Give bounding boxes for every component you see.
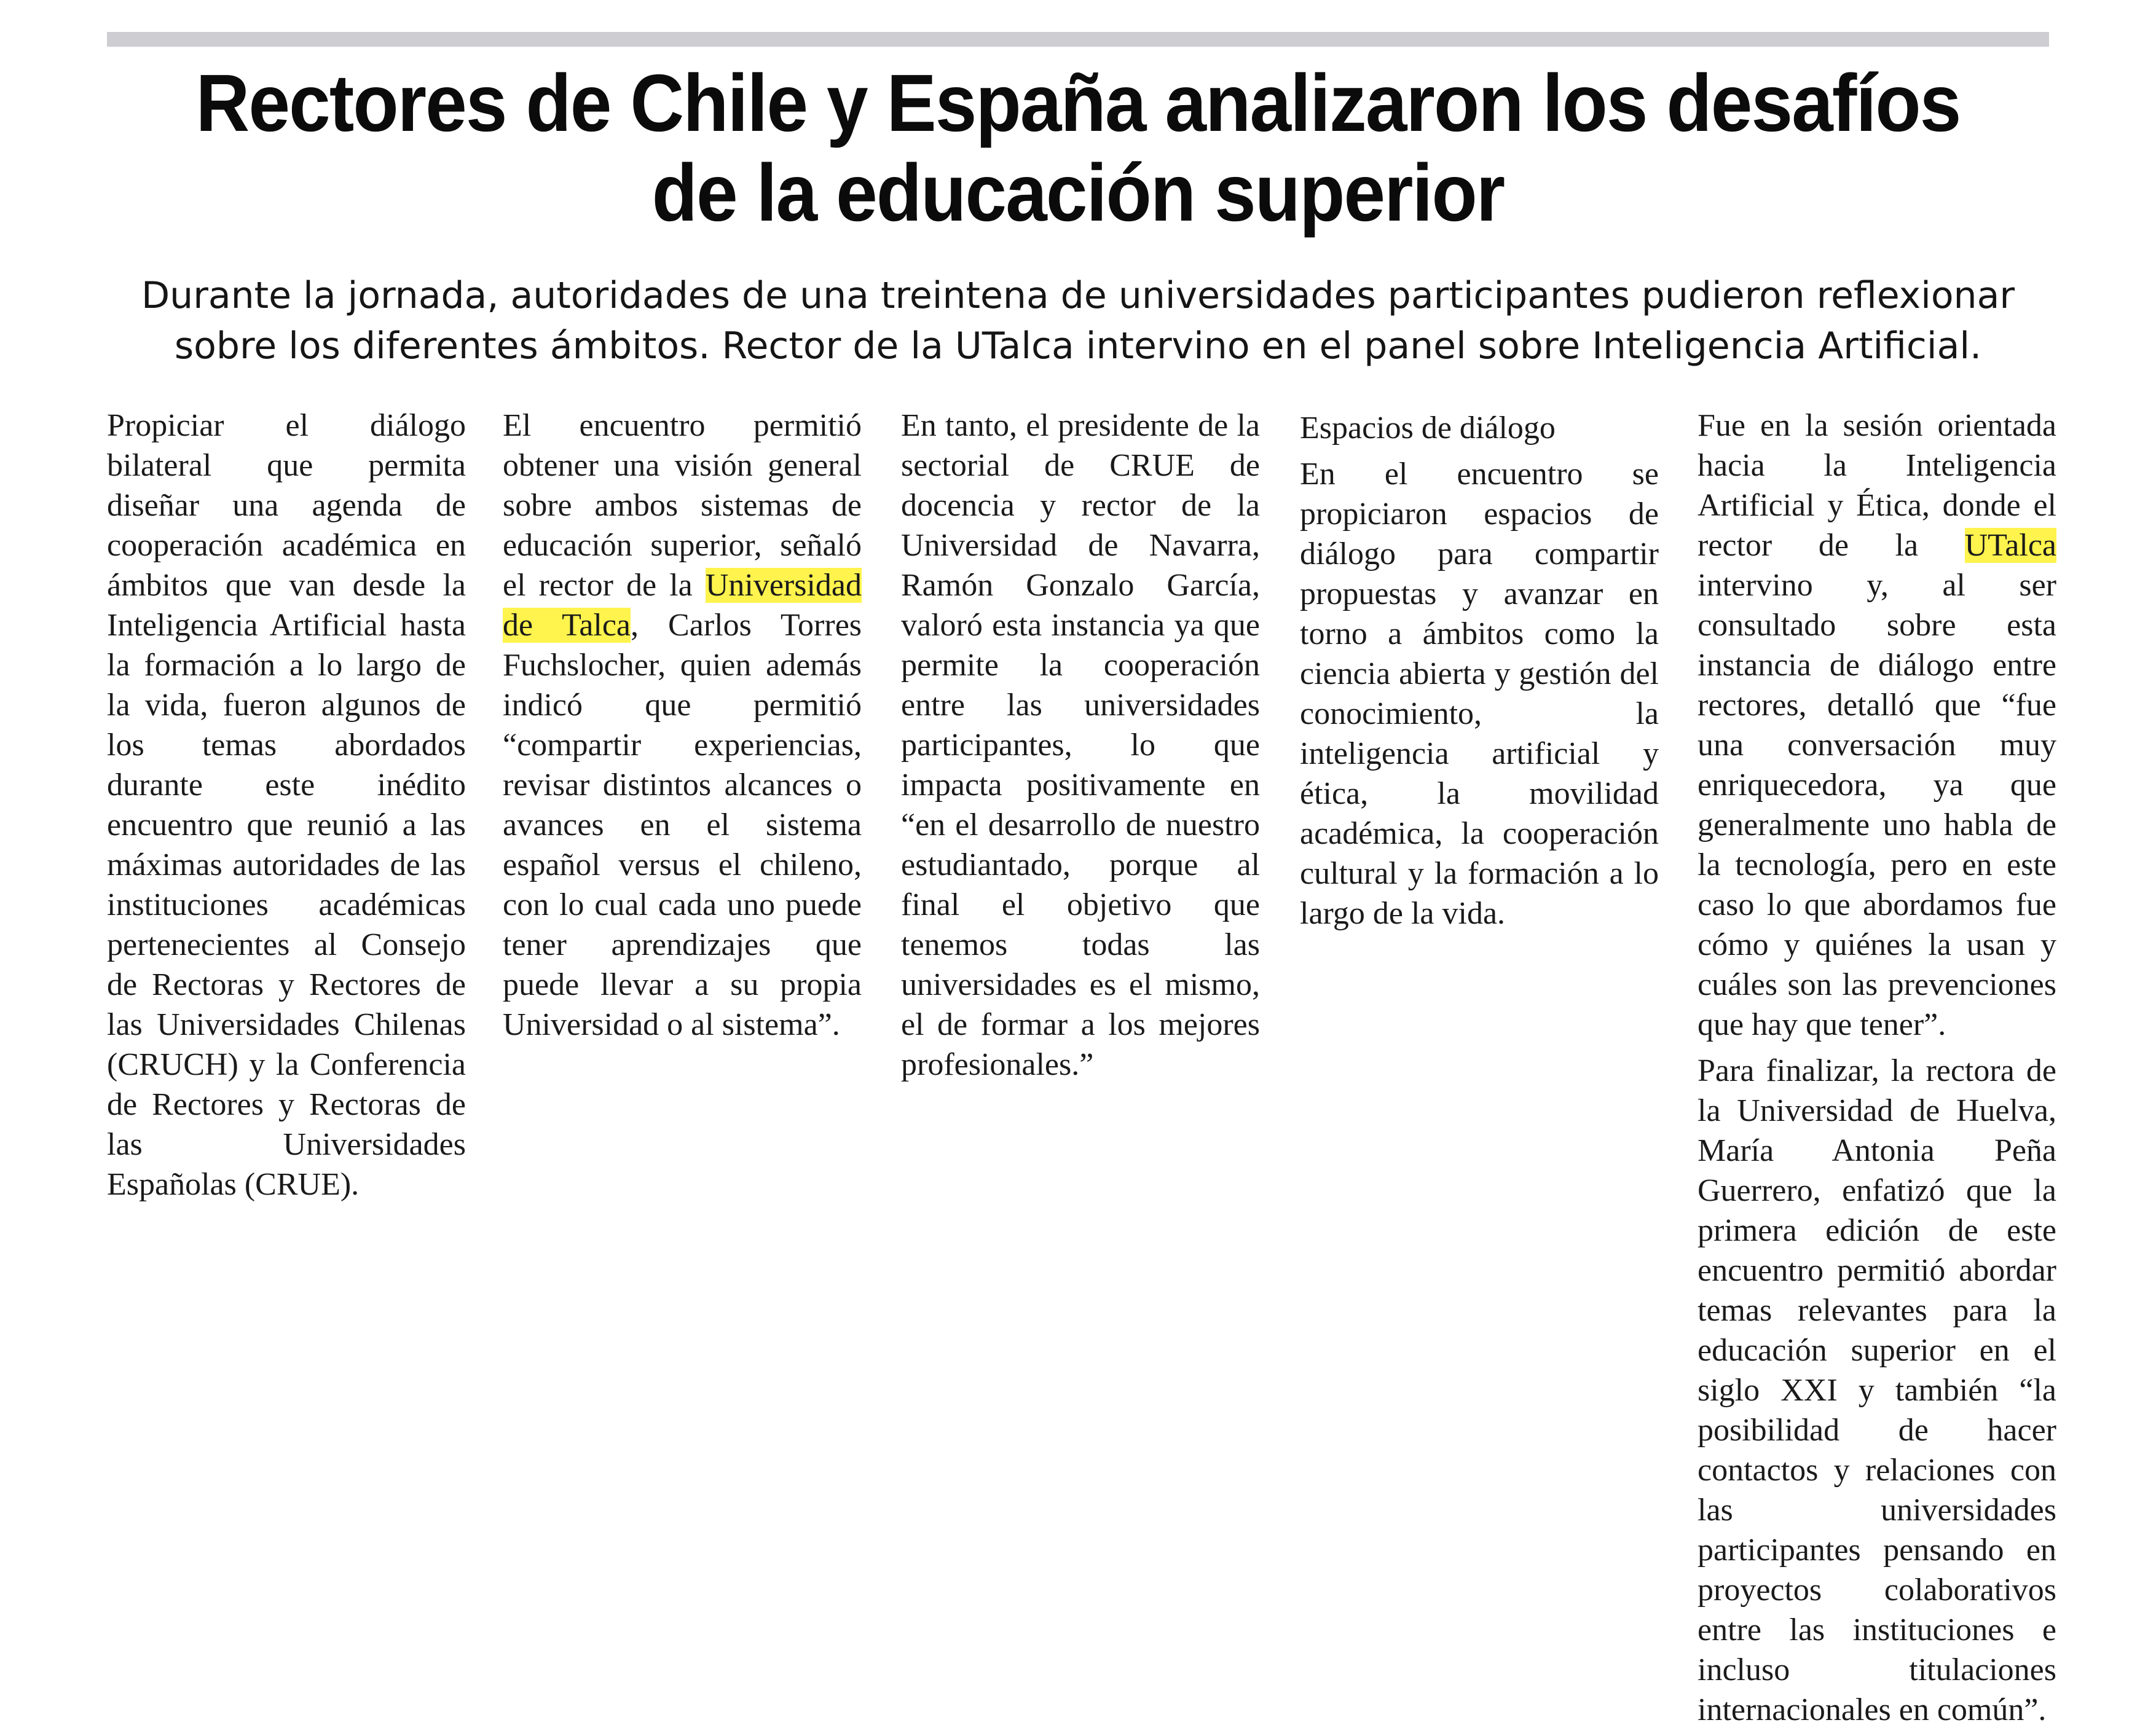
headline-line-2: de la educación superior [651,147,1505,238]
paragraph-2-text-b: , Carlos Torres Fuchslocher, quien además indicó que permitió “compartir experiencias, revisar distintos alcances o avances en el sistema español versus el chileno, con lo cual cada uno puede tener aprendizajes que puede llevar a su propia Universidad o al sistema”. [503,608,862,1042]
paragraph-2-text-a: El encuentro permitió obtener una visión general sobre ambos sistemas de educación superior, señaló el rector de la [503,408,862,603]
paragraph-1: Propiciar el diálogo bilateral que permita diseñar una agenda de cooperación académica en ámbitos que van desde la Inteligencia Artificial hasta la formación a lo largo de la vida, fueron algunos de los temas abordados durante este inédito encuentro que reunió a las máximas autoridades de las instituciones académicas pertenecientes al Consejo de Rectoras y Rectores de las Universidades Chilenas (CRUCH) y la Conferencia de Rectores y Rectoras de las Universidades Españolas (CRUE). [107,408,466,1202]
highlight-utalca: UTalca [1964,528,2056,563]
column-2 [503,406,862,1051]
paragraph-5-text-a: Fue en la sesión orientada hacia la Inteligencia Artificial y Ética, donde el rector de la [1698,408,2056,563]
paragraph-3: En tanto, el presidente de la sectorial de CRUE de docencia y rector de la Universidad de Navarra, Ramón Gonzalo García, valoró esta instancia ya que permite la cooperación entre las universidades participantes, lo que impacta positivamente en “en el desarrollo de nuestro estudiantado, porque al final el objetivo que tenemos todas las universidades es el mismo, el de formar a los mejores profesionales.” [901,408,1260,1082]
headline [184,58,1971,238]
column-5 [1698,406,2056,1736]
headline-line-1: Rectores de Chile y España analizaron los desafíos [195,58,1961,148]
deck-line-1: Durante la jornada, autoridades de una treintena de universidades participantes pudieron reflexionar [141,274,2015,317]
column-1 [107,406,466,1211]
deck-subtitle [107,270,2049,371]
paragraph-4: En el encuentro se propiciaron espacios de diálogo para compartir propuestas y avanzar en torno a ámbitos como la ciencia abierta y gestión del conocimiento, la inteligencia artificial y ética, la movilidad académica, la cooperación cultural y la formación a lo largo de la vida. [1300,457,1659,931]
column-4 [1300,406,1659,940]
article-body [107,406,2056,1727]
section-subhead: Espacios de diálogo [1300,410,1556,446]
column-3 [901,406,1260,1091]
highlight-universidad-de-talca: Universidad de Talca [503,568,862,643]
top-rule [107,32,2049,47]
paragraph-2 [503,406,862,1045]
paragraph-5 [1698,406,2056,1045]
paragraph-5-text-b: intervino y, al ser consultado sobre esta instancia de diálogo entre rectores, detalló que “fue una conversación muy enriquecedora, ya que generalmente uno habla de la tecnología, pero en este caso lo que abordamos fue cómo y quiénes la usan y cuáles son las prevenciones que hay que tener”. [1698,568,2056,1042]
deck-line-2: sobre los diferentes ámbitos. Rector de la UTalca intervino en el panel sobre Inteligencia Artificial. [174,324,1982,367]
paragraph-6: Para finalizar, la rectora de la Universidad de Huelva, María Antonia Peña Guerrero, enfatizó que la primera edición de este encuentro permitió abordar temas relevantes para la educación superior en el siglo XXI y también “la posibilidad de hacer contactos y relaciones con las universidades participantes pensando en proyectos colaborativos entre las instituciones e incluso titulaciones internacionales en común”. [1698,1053,2056,1727]
